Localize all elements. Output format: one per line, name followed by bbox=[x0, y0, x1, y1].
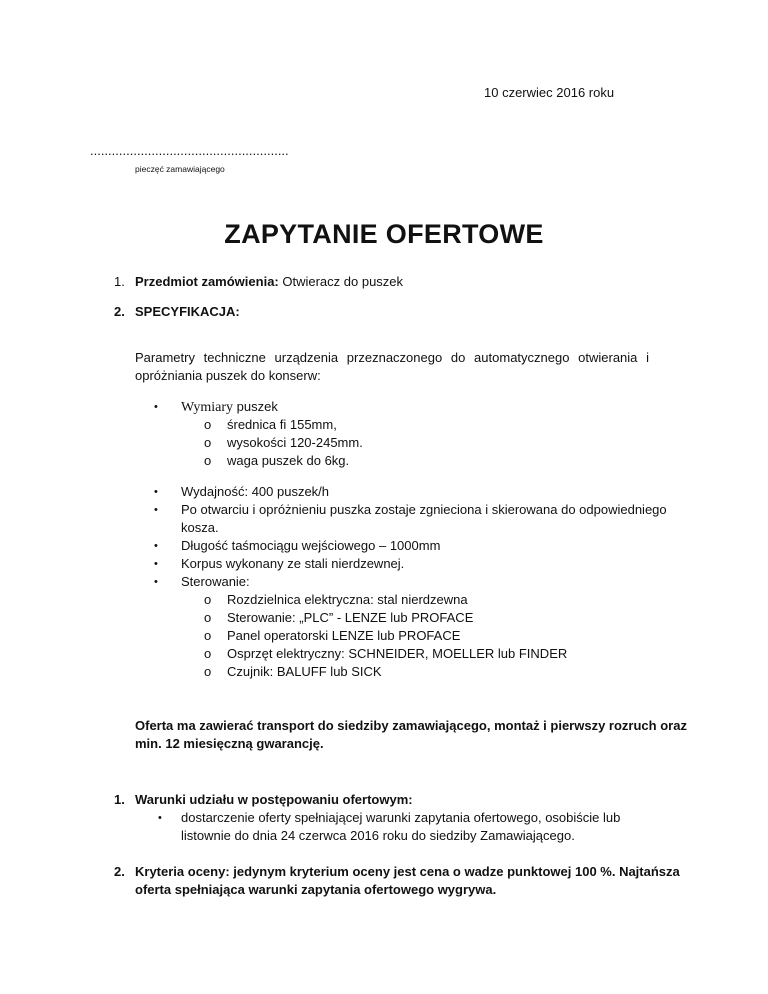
section-2-label: SPECYFIKACJA: bbox=[135, 304, 240, 319]
spec-bullet-continuation: kosza. bbox=[181, 520, 219, 535]
spec-bullet: Długość taśmociągu wejściowego – 1000mm bbox=[181, 538, 441, 553]
sub-marker: o bbox=[204, 664, 212, 679]
control-item: Rozdzielnica elektryczna: stal nierdzewna bbox=[227, 592, 468, 607]
bullet-marker: • bbox=[154, 576, 158, 588]
spec-bullet: Sterowanie: bbox=[181, 574, 250, 589]
intro-line-2: opróżniania puszek do konserw: bbox=[135, 368, 321, 383]
stamp-dotted-line: ....................................................... bbox=[90, 143, 289, 158]
bullet-marker: • bbox=[154, 540, 158, 552]
sub-marker: o bbox=[204, 435, 212, 450]
bullet-marker: • bbox=[154, 401, 158, 413]
document-date: 10 czerwiec 2016 roku bbox=[484, 85, 615, 100]
section-2-number: 2. bbox=[114, 304, 125, 319]
conditions-label: Warunki udziału w postępowaniu ofertowym: bbox=[135, 792, 413, 807]
section-1-value: Otwieracz do puszek bbox=[278, 274, 404, 289]
sub-marker: o bbox=[204, 453, 212, 468]
conditions-number: 1. bbox=[114, 792, 125, 807]
control-item: Osprzęt elektryczny: SCHNEIDER, MOELLER lub FINDER bbox=[227, 646, 568, 661]
sub-marker: o bbox=[204, 610, 212, 625]
bullet-marker: • bbox=[158, 812, 162, 824]
dimension-item: wysokości 120-245mm. bbox=[227, 435, 363, 450]
criteria-line-2: oferta spełniająca warunki zapytania ofertowego wygrywa. bbox=[135, 882, 497, 897]
sub-marker: o bbox=[204, 628, 212, 643]
dimensions-rest: puszek bbox=[233, 399, 278, 414]
control-item: Panel operatorski LENZE lub PROFACE bbox=[227, 628, 461, 643]
document-title: ZAPYTANIE OFERTOWE bbox=[224, 219, 544, 249]
sub-marker: o bbox=[204, 592, 212, 607]
section-1-text bbox=[135, 273, 403, 291]
section-1-number: 1. bbox=[114, 274, 125, 289]
dimension-item: waga puszek do 6kg. bbox=[227, 453, 350, 468]
intro-line-1: Parametry techniczne urządzenia przeznaczonego do automatycznego otwierania i bbox=[135, 350, 649, 365]
offer-note-line-1: Oferta ma zawierać transport do siedziby zamawiającego, montaż i pierwszy rozruch oraz bbox=[135, 718, 687, 733]
bullet-marker: • bbox=[154, 504, 158, 516]
conditions-item-line-2: listownie do dnia 24 czerwca 2016 roku do siedziby Zamawiającego. bbox=[181, 828, 575, 843]
criteria-line-1: Kryteria oceny: jedynym kryterium oceny jest cena o wadze punktowej 100 %. Najtańsza bbox=[135, 864, 680, 879]
dimensions-bullet bbox=[181, 398, 278, 417]
control-item: Czujnik: BALUFF lub SICK bbox=[227, 664, 382, 679]
criteria-number: 2. bbox=[114, 864, 125, 879]
spec-bullet: Po otwarciu i opróżnieniu puszka zostaje zgnieciona i skierowana do odpowiedniego bbox=[181, 502, 667, 517]
spec-bullet: Korpus wykonany ze stali nierdzewnej. bbox=[181, 556, 405, 571]
section-1-label: Przedmiot zamówienia: bbox=[135, 274, 279, 289]
intro-paragraph bbox=[135, 349, 649, 385]
spec-bullet: Wydajność: 400 puszek/h bbox=[181, 484, 330, 499]
offer-note-line-2: min. 12 miesięczną gwarancję. bbox=[135, 736, 324, 751]
dimensions-word: Wymiary bbox=[181, 400, 234, 415]
stamp-label: pieczęć zamawiającego bbox=[135, 164, 225, 174]
dimension-item: średnica fi 155mm, bbox=[227, 417, 337, 432]
sub-marker: o bbox=[204, 646, 212, 661]
bullet-marker: • bbox=[154, 558, 158, 570]
control-item: Sterowanie: „PLC” - LENZE lub PROFACE bbox=[227, 610, 474, 625]
bullet-marker: • bbox=[154, 486, 158, 498]
sub-marker: o bbox=[204, 417, 212, 432]
conditions-item-line-1: dostarczenie oferty spełniającej warunki zapytania ofertowego, osobiście lub bbox=[181, 810, 621, 825]
